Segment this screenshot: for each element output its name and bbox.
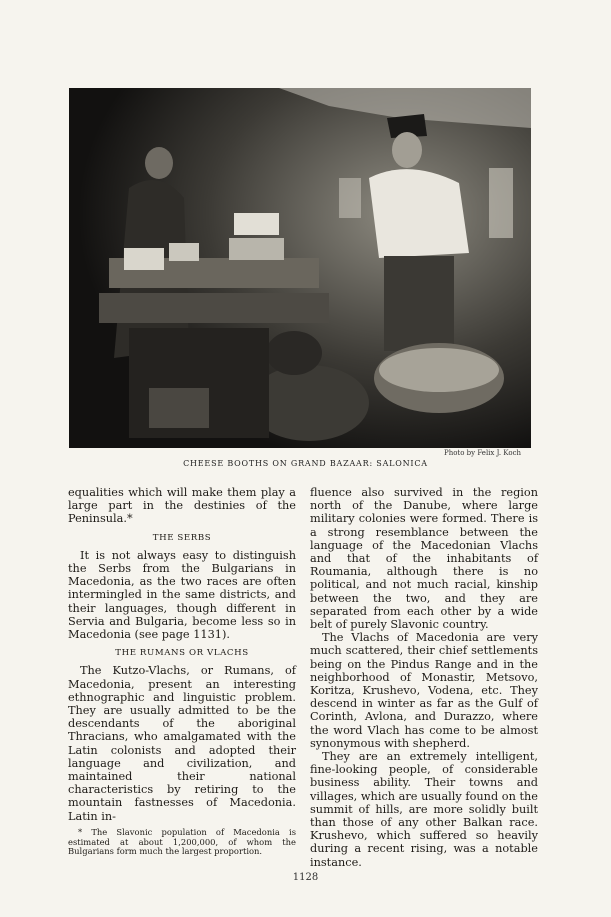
photo-caption: CHEESE BOOTHS ON GRAND BAZAAR: SALONICA [183, 459, 428, 468]
footnote: * The Slavonic population of Macedonia is estimated at about 1,200,000, of whom the Bulgarians form much the largest proportion. [68, 826, 296, 857]
photo-credit: Photo by Felix J. Koch [443, 449, 521, 457]
right-paragraph-2: The Vlachs of Macedonia are very much scattered, their chief settlements being on the Pindus Range and in the neighborhood of Monastir, Metsovo, Koritza, Krushevo, Vodena, etc. They descend in winter as far as the Gulf of Corinth, Avlona, and Durazzo, where the word Vlach has come to be almost synonymous with shepherd. [310, 631, 538, 750]
left-paragraph-2: It is not always easy to distinguish the Serbs from the Bulgarians in Macedonia, as the two races are often intermingled in the same districts, and their languages, though different in Servia and Bulgaria, become less so in Macedonia (see page 1131). [68, 548, 296, 642]
bazaar-photo [69, 88, 531, 448]
left-paragraph-3: The Kutzo-Vlachs, or Rumans, of Macedonia, present an interesting ethnographic and linguistic problem. They are usually admitted to be the descendants of the aboriginal Thracians, who amalgamated with the Latin colonists and adopted their language and civilization, and maintained their national characteristics by retiring to the mountain fastnesses of Macedonia. Latin in- [68, 664, 296, 823]
right-paragraph-1: fluence also survived in the region north of the Danube, where large military colonies were formed. There is a strong resemblance between the language of the Macedonian Vlachs and that of the inhabitants of Roumania, although there is no political, and not much racial, kinship between the two, and they are separated from each other by a wide belt of purely Slavonic country. [310, 486, 538, 632]
left-column [68, 486, 296, 857]
left-paragraph-1: equalities which will make them play a large part in the destinies of the Peninsula.* [68, 486, 296, 526]
right-column [310, 486, 538, 869]
section-heading-serbs: THE SERBS [152, 532, 212, 543]
bazaar-photo-image [69, 88, 531, 448]
page-number: 1128 [292, 872, 319, 883]
section-heading-vlachs: THE RUMANS OR VLACHS [115, 648, 249, 659]
right-paragraph-3: They are an extremely intelligent, fine-looking people, of considerable business ability. Their towns and villages, which are usually found on the summit of hills, are more solidly built than those of any other Balkan race. Krushevo, which suffered so heavily during a recent rising, was a notable instance. [310, 750, 538, 869]
